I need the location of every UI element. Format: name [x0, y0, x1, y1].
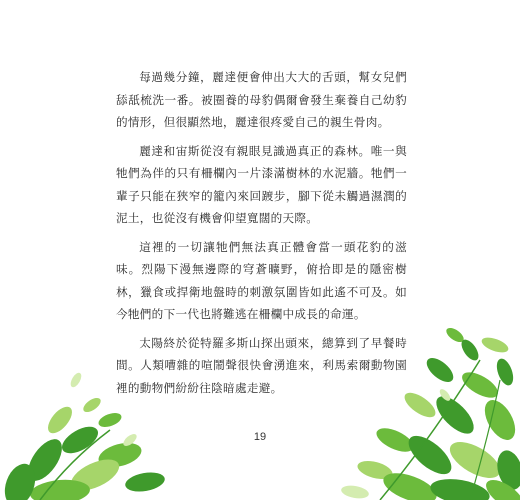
paragraph: 每過幾分鐘，麗達便會伸出大大的舌頭，幫女兒們舔舐梳洗一番。被圈養的母豹偶爾會發生棄養自己幼豹的情形，但很顯然地，麗達很疼愛自己的親生骨肉。 — [116, 70, 407, 129]
paragraph: 這裡的一切讓牠們無法真正體會當一頭花豹的滋味。烈陽下漫無邊際的穹蒼曠野，俯拾即是的隱密樹林，獵食或捍衛地盤時的刺激氛圍皆如此遙不可及。如今牠們的下一代也將難逃在柵欄中成長的命運。 — [116, 239, 407, 321]
page-number: 19 — [253, 431, 267, 443]
body-text — [116, 66, 407, 405]
paragraph: 太陽終於從特羅多斯山探出頭來，總算到了早餐時間。人類嘈雜的喧鬧聲很快會湧進來，利馬索爾動物園裡的動物們紛紛往陰暗處走避。 — [116, 335, 407, 395]
paragraph: 麗達和宙斯從沒有親眼見識過真正的森林。唯一與牠們為伴的只有柵欄內一片漆滿樹林的水泥牆。牠們一輩子只能在狹窄的籠內來回踱步，腳下從未觸過濕潤的泥土，也從沒有機會仰望寬闊的天際。 — [116, 143, 407, 225]
